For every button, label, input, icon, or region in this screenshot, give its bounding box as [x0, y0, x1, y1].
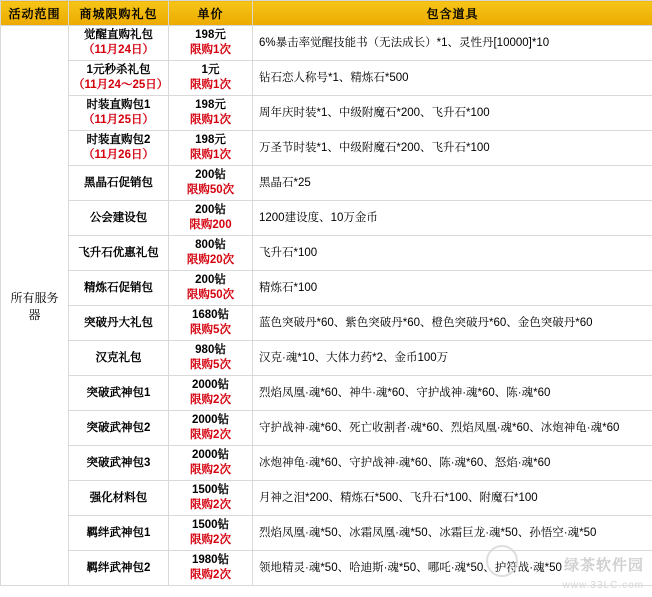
package-name-text: 突破武神包2 — [86, 421, 151, 434]
table-row — [1, 96, 652, 131]
purchase-limit-text: 限购20次 — [186, 254, 235, 266]
cell-package-name — [69, 236, 169, 271]
cell-price — [169, 516, 253, 551]
cell-price — [169, 481, 253, 516]
table-row — [1, 551, 652, 586]
cell-items: 烈焰凤凰·魂*50、冰霜凤凰·魂*50、冰霜巨龙·魂*50、孙悟空·魂*50 — [253, 516, 652, 551]
table-body — [1, 26, 652, 586]
purchase-limit-text: 限购1次 — [190, 44, 231, 56]
package-name-text: 时装直购包2 — [86, 134, 151, 146]
header-scope: 活动范围 — [1, 1, 69, 26]
price-text: 2000钻 — [191, 449, 230, 461]
table-row — [1, 341, 652, 376]
price-text: 200钻 — [195, 274, 226, 286]
package-name-text: 觉醒直购礼包 — [84, 29, 153, 41]
cell-package-name — [69, 61, 169, 96]
price-text: 980钻 — [195, 344, 226, 356]
cell-items: 守护战神·魂*60、死亡收割者·魂*60、烈焰凤凰·魂*60、冰炮神龟·魂*60 — [253, 411, 652, 446]
cell-price — [169, 96, 253, 131]
purchase-limit-text: 限购2次 — [190, 499, 231, 511]
purchase-limit-text: 限购2次 — [190, 464, 231, 476]
cell-items: 1200建设度、10万金币 — [253, 201, 652, 236]
package-name-text: 强化材料包 — [89, 491, 148, 504]
cell-items: 万圣节时装*1、中级附魔石*200、飞升石*100 — [253, 131, 652, 166]
price-text: 1980钻 — [191, 554, 230, 566]
cell-package-name — [69, 26, 169, 61]
package-name-text: 突破武神包3 — [86, 456, 151, 469]
table-row — [1, 446, 652, 481]
price-text: 1元 — [201, 64, 220, 76]
purchase-limit-text: 限购1次 — [190, 149, 231, 161]
cell-items: 钻石恋人称号*1、精炼石*500 — [253, 61, 652, 96]
cell-price — [169, 271, 253, 306]
price-text: 198元 — [195, 134, 226, 146]
cell-package-name — [69, 551, 169, 586]
cell-package-name — [69, 96, 169, 131]
table-row — [1, 271, 652, 306]
purchase-limit-text: 限购2次 — [190, 569, 231, 581]
package-name-text: 羁绊武神包2 — [86, 561, 151, 574]
price-text: 2000钻 — [191, 414, 230, 426]
watermark-subtitle: www.33LC.com — [562, 580, 644, 591]
cell-scope: 所有服务器 — [1, 26, 69, 586]
purchase-limit-text: 限购2次 — [190, 394, 231, 406]
cell-price — [169, 446, 253, 481]
cell-price — [169, 376, 253, 411]
cell-package-name — [69, 411, 169, 446]
cell-package-name — [69, 341, 169, 376]
purchase-limit-text: 限购200 — [189, 219, 232, 231]
cell-items: 烈焰凤凰·魂*60、神牛·魂*60、守护战神·魂*60、陈·魂*60 — [253, 376, 652, 411]
cell-price — [169, 131, 253, 166]
package-date-text: （11月24日） — [83, 44, 154, 56]
cell-price — [169, 551, 253, 586]
table-row — [1, 306, 652, 341]
package-name-text: 公会建设包 — [89, 211, 148, 224]
cell-price — [169, 411, 253, 446]
price-text: 200钻 — [195, 169, 226, 181]
table-header-row — [1, 1, 652, 26]
cell-package-name — [69, 376, 169, 411]
package-name-text: 黑晶石促销包 — [84, 176, 153, 189]
price-text: 1500钻 — [191, 484, 230, 496]
table-row — [1, 166, 652, 201]
cell-price — [169, 26, 253, 61]
table-row — [1, 201, 652, 236]
cell-package-name — [69, 166, 169, 201]
cell-items: 周年庆时装*1、中级附魔石*200、飞升石*100 — [253, 96, 652, 131]
table-row — [1, 131, 652, 166]
cell-items: 精炼石*100 — [253, 271, 652, 306]
purchase-limit-text: 限购1次 — [190, 114, 231, 126]
cell-items: 6%暴击率觉醒技能书（无法成长）*1、灵性丹[10000]*10 — [253, 26, 652, 61]
cell-package-name — [69, 446, 169, 481]
table-row — [1, 481, 652, 516]
cell-package-name — [69, 516, 169, 551]
watermark-title: 绿茶软件园 — [563, 557, 644, 574]
cell-price — [169, 236, 253, 271]
cell-items: 飞升石*100 — [253, 236, 652, 271]
cell-package-name — [69, 271, 169, 306]
header-price: 单价 — [169, 1, 253, 26]
cell-items: 汉克·魂*10、大体力药*2、金币100万 — [253, 341, 652, 376]
table-row — [1, 411, 652, 446]
cell-items: 冰炮神龟·魂*60、守护战神·魂*60、陈·魂*60、怒焰·魂*60 — [253, 446, 652, 481]
purchase-limit-text: 限购5次 — [190, 324, 231, 336]
package-date-text: （11月26日） — [83, 149, 154, 161]
table-row — [1, 236, 652, 271]
header-items: 包含道具 — [253, 1, 652, 26]
cell-price — [169, 61, 253, 96]
price-text: 198元 — [195, 29, 226, 41]
purchase-limit-text: 限购1次 — [190, 79, 231, 91]
price-text: 2000钻 — [191, 379, 230, 391]
cell-price — [169, 201, 253, 236]
price-text: 200钻 — [195, 204, 226, 216]
package-name-text: 精炼石促销包 — [84, 281, 153, 294]
cell-package-name — [69, 306, 169, 341]
table-row — [1, 376, 652, 411]
price-text: 1680钻 — [191, 309, 230, 321]
table-row — [1, 516, 652, 551]
table-row — [1, 61, 652, 96]
package-name-text: 突破丹大礼包 — [84, 316, 153, 329]
cell-items: 蓝色突破丹*60、紫色突破丹*60、橙色突破丹*60、金色突破丹*60 — [253, 306, 652, 341]
purchase-limit-text: 限购50次 — [186, 289, 235, 301]
package-name-text: 突破武神包1 — [86, 386, 151, 399]
cell-price — [169, 341, 253, 376]
cell-package-name — [69, 131, 169, 166]
package-date-text: （11月24～25日） — [73, 79, 169, 91]
table-row — [1, 26, 652, 61]
package-name-text: 1元秒杀礼包 — [86, 64, 151, 76]
cell-items: 月神之泪*200、精炼石*500、飞升石*100、附魔石*100 — [253, 481, 652, 516]
purchase-limit-text: 限购2次 — [190, 429, 231, 441]
cell-package-name — [69, 201, 169, 236]
purchase-limit-text: 限购50次 — [186, 184, 235, 196]
package-name-text: 时装直购包1 — [86, 99, 151, 111]
package-name-text: 羁绊武神包1 — [86, 526, 151, 539]
price-text: 1500钻 — [191, 519, 230, 531]
price-text: 800钻 — [195, 239, 226, 251]
purchase-limit-text: 限购5次 — [190, 359, 231, 371]
package-name-text: 汉克礼包 — [95, 351, 142, 364]
cell-package-name — [69, 481, 169, 516]
purchase-limit-text: 限购2次 — [190, 534, 231, 546]
package-name-text: 飞升石优惠礼包 — [78, 246, 159, 259]
package-date-text: （11月25日） — [83, 114, 154, 126]
cell-price — [169, 306, 253, 341]
price-text: 198元 — [195, 99, 226, 111]
cell-items: 领地精灵·魂*50、哈迪斯·魂*50、哪吒·魂*50、护符战·魂*50 — [253, 551, 652, 586]
header-package: 商城限购礼包 — [69, 1, 169, 26]
cell-items: 黑晶石*25 — [253, 166, 652, 201]
cell-price — [169, 166, 253, 201]
